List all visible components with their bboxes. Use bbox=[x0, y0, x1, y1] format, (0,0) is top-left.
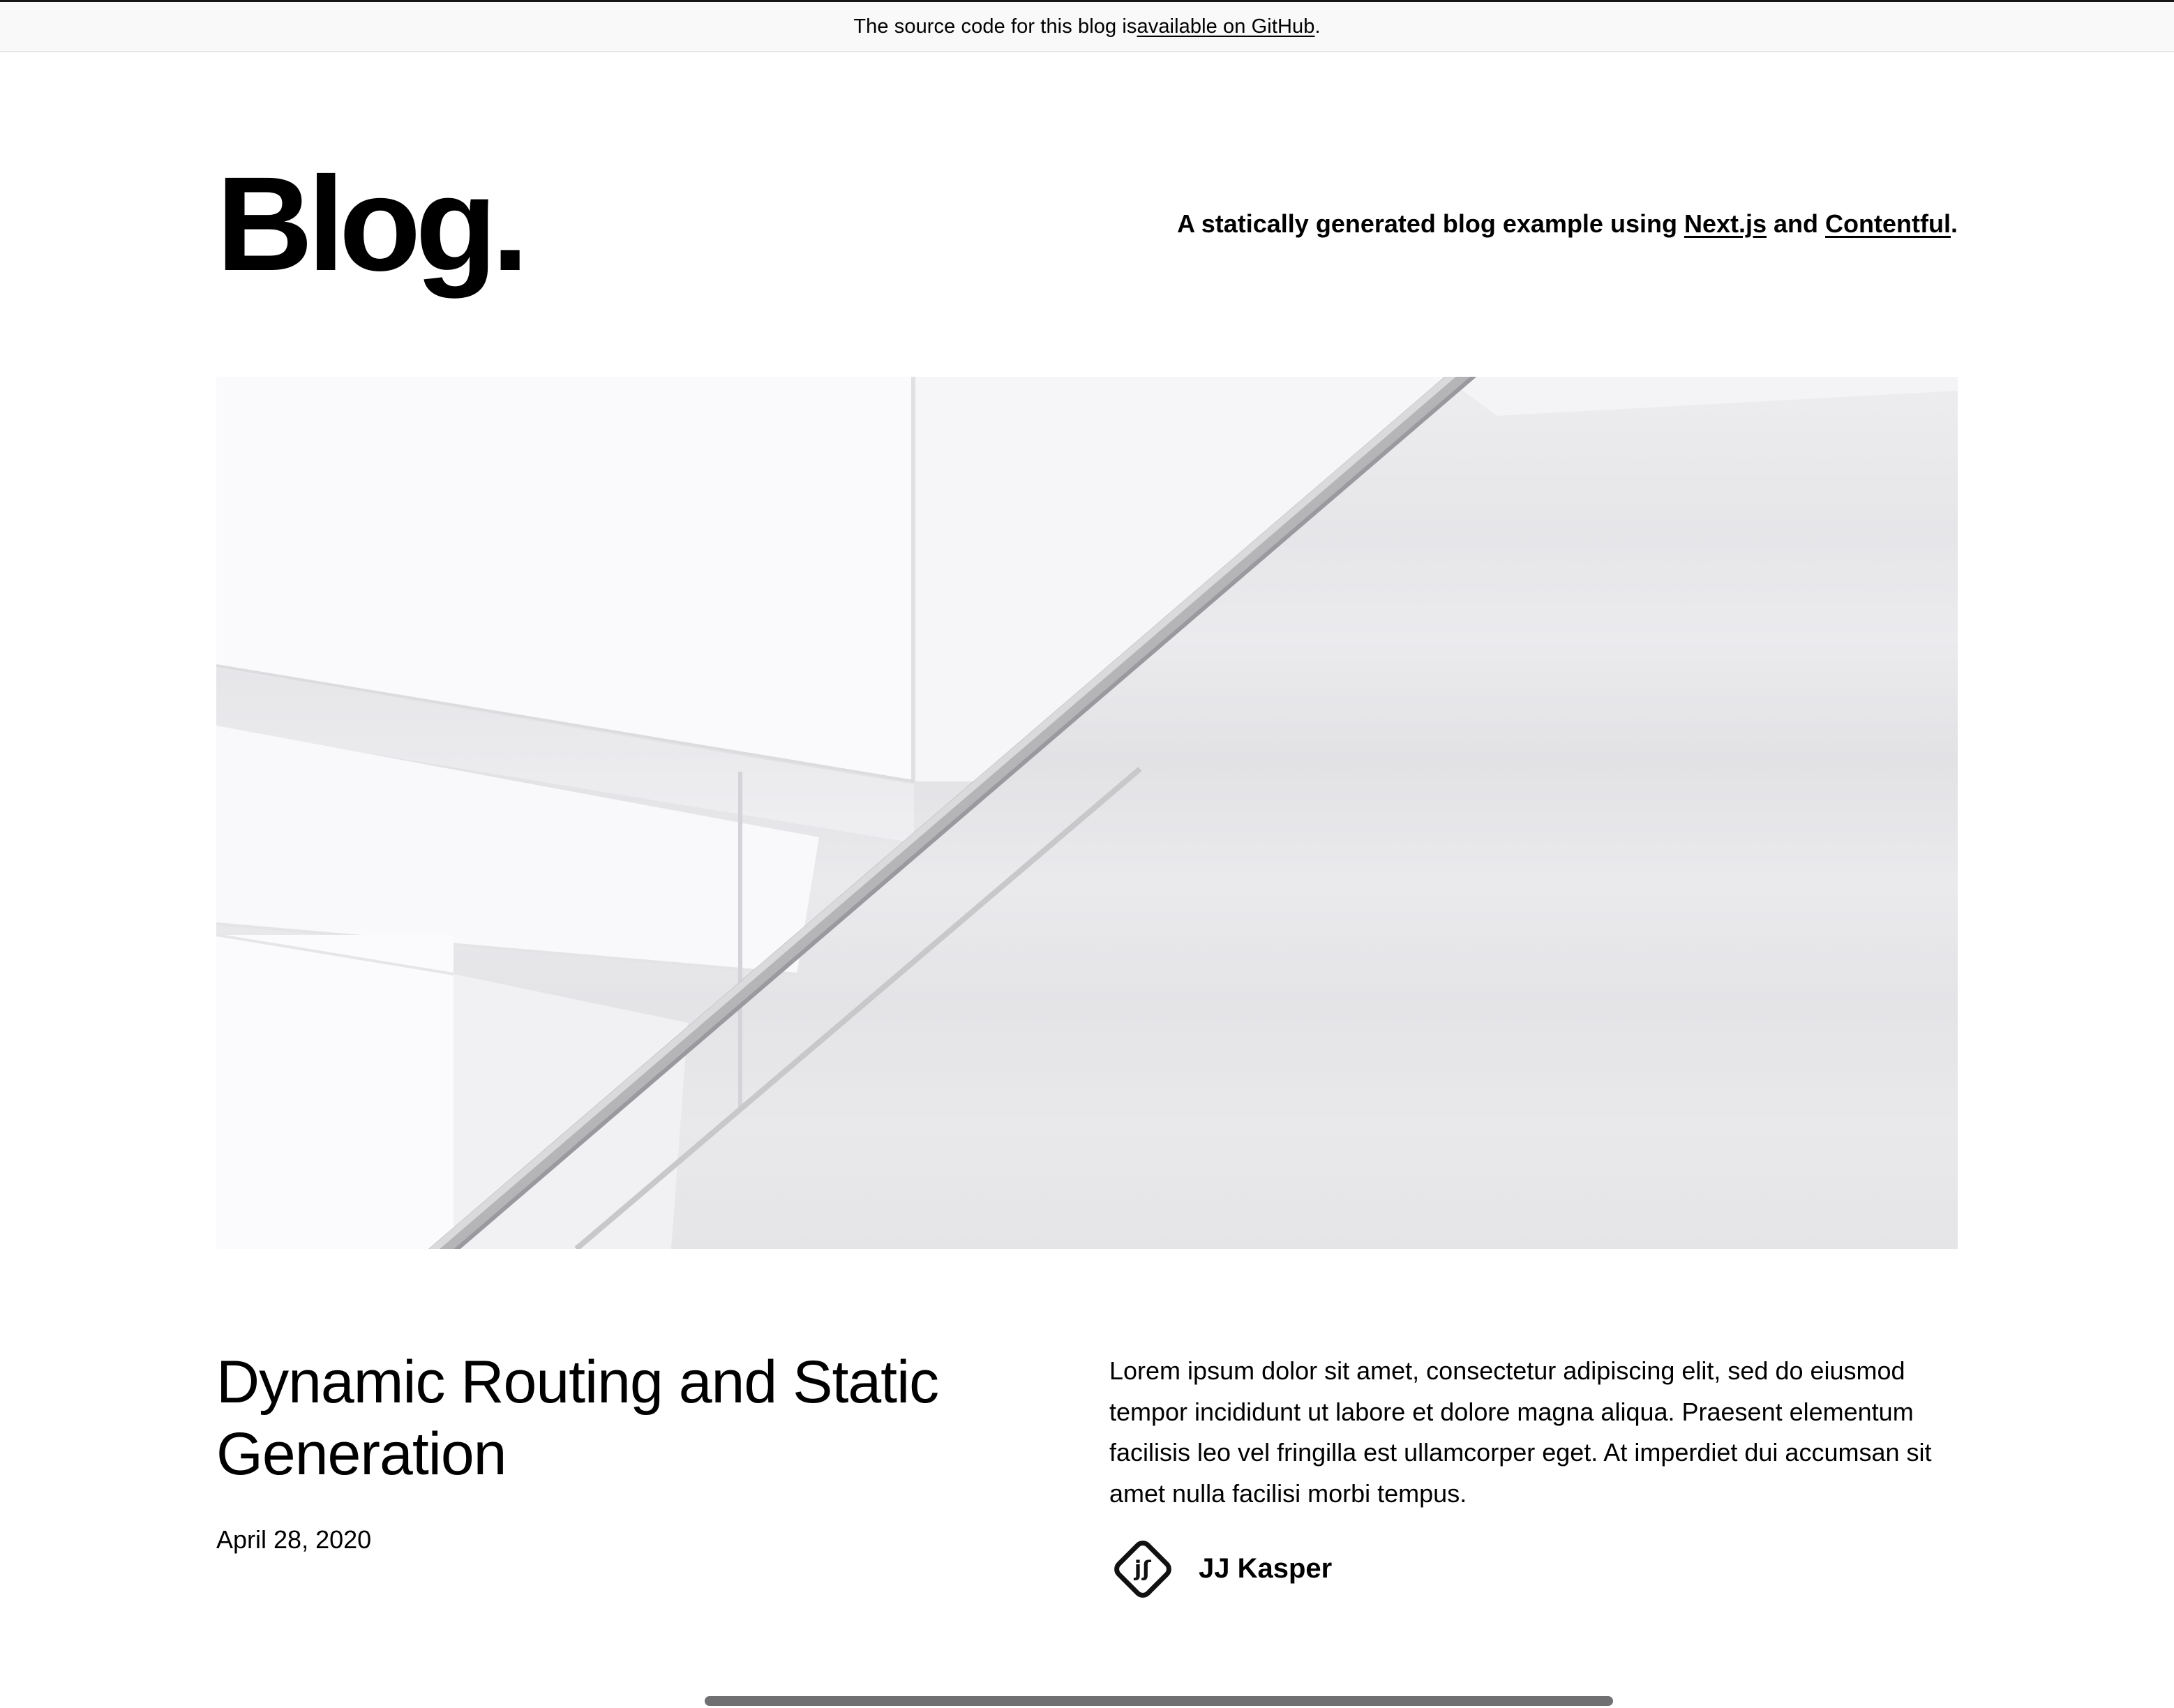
nextjs-link[interactable]: Next.js bbox=[1684, 209, 1767, 238]
author-name: JJ Kasper bbox=[1199, 1553, 1333, 1585]
staircase-photo-art bbox=[216, 377, 1958, 1249]
site-logo: Blog. bbox=[216, 149, 523, 299]
hero-post-preview bbox=[216, 1347, 1958, 1603]
contentful-link[interactable]: Contentful bbox=[1825, 209, 1951, 238]
site-tagline bbox=[1177, 207, 1958, 241]
site-header bbox=[216, 149, 1958, 299]
post-title-link[interactable]: Dynamic Routing and Static Generation bbox=[216, 1349, 939, 1488]
banner-text-suffix: . bbox=[1314, 15, 1321, 38]
author-diamond-logo-icon bbox=[1110, 1536, 1175, 1601]
github-link[interactable]: available on GitHub bbox=[1137, 15, 1315, 38]
horizontal-scrollbar-thumb[interactable] bbox=[705, 1696, 1613, 1706]
announcement-banner bbox=[0, 2, 2174, 52]
post-excerpt: Lorem ipsum dolor sit amet, consectetur adipiscing elit, sed do eiusmod tempor incididunt ut labore et dolore magna aliqua. Praesent elementum facilisis leo vel fringilla est ullamcorper eget. At imperdiet dui accumsan sit amet nulla facilisi morbi tempus. bbox=[1109, 1356, 1932, 1508]
cover-image[interactable] bbox=[216, 377, 1958, 1249]
author-avatar bbox=[1109, 1536, 1176, 1603]
tagline-and: and bbox=[1767, 209, 1826, 238]
author-row bbox=[1109, 1536, 1958, 1603]
banner-text-prefix: The source code for this blog is bbox=[853, 15, 1137, 38]
avatar-monogram: jʃ bbox=[1134, 1556, 1152, 1581]
title-column bbox=[216, 1347, 1065, 1603]
tagline-suffix: . bbox=[1950, 209, 1958, 238]
excerpt-column bbox=[1109, 1347, 1958, 1603]
tagline-prefix: A statically generated blog example using bbox=[1177, 209, 1684, 238]
post-date: April 28, 2020 bbox=[216, 1525, 372, 1555]
